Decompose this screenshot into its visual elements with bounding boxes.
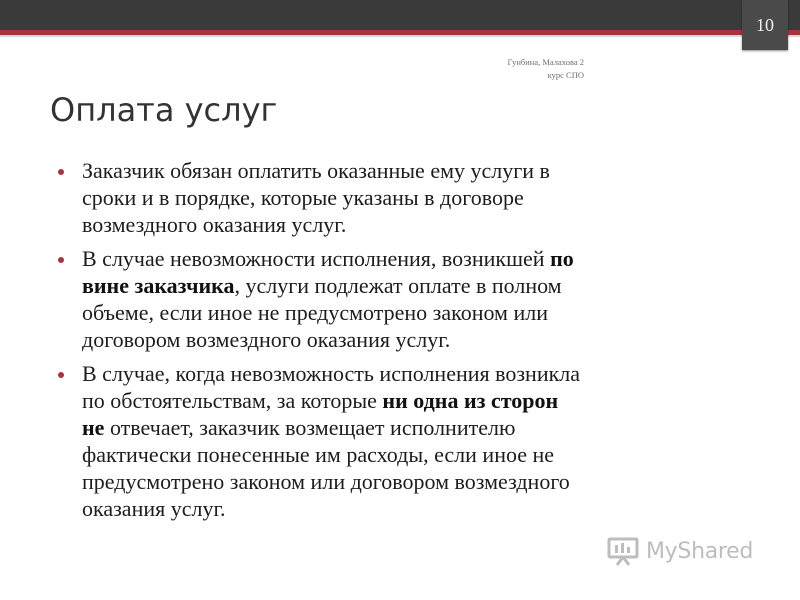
text-line: вине заказчика, услуги подлежат оплате в полном: [82, 273, 562, 298]
bullet-dot-icon: [58, 169, 64, 175]
bullet-list: [58, 157, 748, 529]
top-band: [0, 0, 800, 30]
text-line: объеме, если иное не предусмотрено законом или: [82, 300, 549, 325]
bullet-item-customer-fault: [58, 245, 748, 353]
author-note-line-2: курс СПО: [547, 70, 584, 80]
slide-title: Оплата услуг: [50, 91, 278, 129]
text-line: В случае невозможности исполнения, возникшей по: [82, 246, 574, 271]
emphasis-text: вине заказчика: [82, 273, 235, 298]
bullet-dot-icon: [58, 257, 64, 263]
text-line: Заказчик обязан оплатить оказанные ему услуги в: [82, 158, 550, 183]
emphasis-text: ни одна из сторон: [382, 388, 559, 413]
text-line: предусмотрено законом или договором возмездного: [82, 469, 570, 494]
text-line: договором возмездного оказания услуг.: [82, 327, 451, 352]
page-number: 10: [756, 14, 774, 35]
watermark-text: MyShared: [646, 538, 754, 564]
presentation-board-icon: [606, 536, 640, 566]
text-line: сроки и в порядке, которые указаны в договоре: [82, 185, 524, 210]
myshared-watermark: [606, 536, 753, 566]
page-number-tab: [742, 0, 788, 50]
bullet-text: [82, 360, 748, 522]
emphasis-text: по: [550, 246, 574, 271]
text-line: по обстоятельствам, за которые ни одна из сторон: [82, 388, 559, 413]
bullet-dot-icon: [58, 372, 64, 378]
text-line: фактически понесенные им расходы, если иное не: [82, 442, 555, 467]
bullet-item-payment-duty: [58, 157, 748, 238]
author-note: [480, 56, 584, 82]
bullet-text: [82, 245, 748, 353]
accent-underline: [0, 35, 800, 37]
text-line: возмездного оказания услуг.: [82, 212, 347, 237]
author-note-line-1: Гунбина, Малахова 2: [507, 57, 584, 67]
emphasis-text: не: [82, 415, 105, 440]
text-line: не отвечает, заказчик возмещает исполнителю: [82, 415, 516, 440]
bullet-item-no-party-fault: [58, 360, 748, 522]
text-line: В случае, когда невозможность исполнения возникла: [82, 361, 581, 386]
bullet-text: [82, 157, 748, 238]
text-line: оказания услуг.: [82, 496, 226, 521]
